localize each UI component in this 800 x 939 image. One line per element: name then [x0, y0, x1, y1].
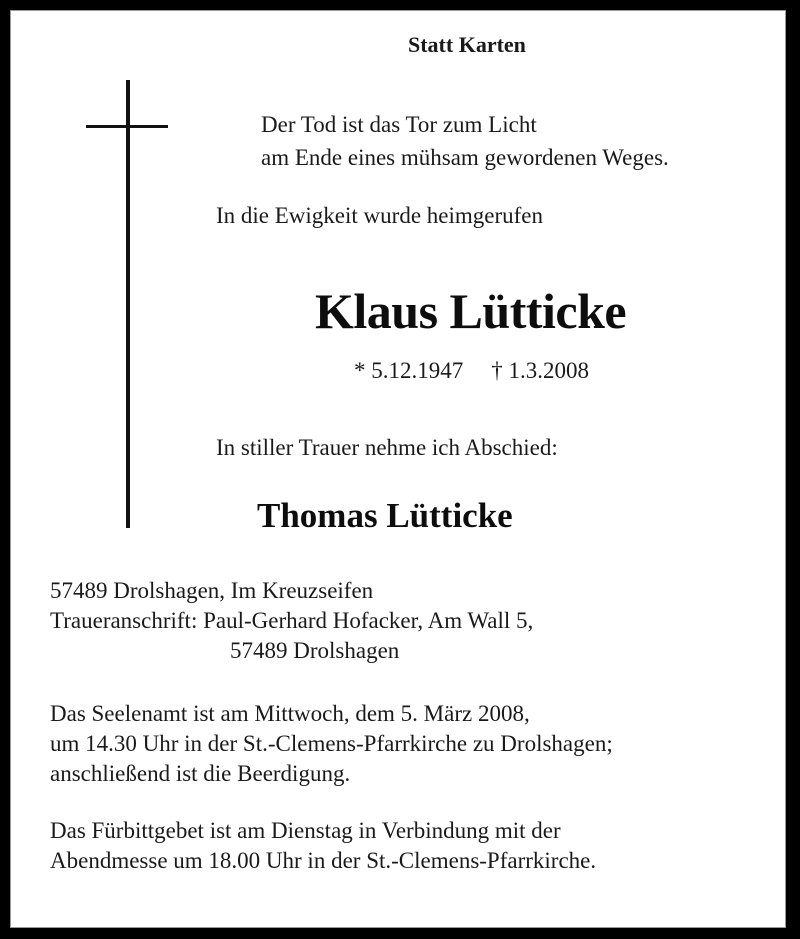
- requiem-line: Das Seelenamt ist am Mittwoch, dem 5. März 2008,: [50, 701, 530, 726]
- obituary-notice: [10, 10, 786, 928]
- life-dates: [354, 358, 589, 384]
- requiem-line: um 14.30 Uhr in der St.-Clemens-Pfarrkirche zu Drolshagen;: [50, 731, 613, 756]
- intercession-line: Abendmesse um 18.00 Uhr in der St.-Clemens-Pfarrkirche.: [50, 848, 597, 873]
- verse-line: Der Tod ist das Tor zum Licht: [261, 112, 537, 137]
- cross-icon-bar: [86, 125, 168, 128]
- mourning-line: In stiller Trauer nehme ich Abschied:: [216, 435, 558, 460]
- intercession-line: Das Fürbittgebet ist am Dienstag in Verbindung mit der: [50, 818, 561, 843]
- death-date: † 1.3.2008: [491, 358, 589, 383]
- condolence-city: 57489 Drolshagen: [230, 638, 400, 663]
- signer-name: Thomas Lütticke: [257, 496, 513, 535]
- condolence-address: Traueranschrift: Paul-Gerhard Hofacker, Am Wall 5,: [50, 608, 534, 633]
- verse: [261, 108, 669, 174]
- residence: 57489 Drolshagen, Im Kreuzseifen: [50, 578, 374, 603]
- requiem-line: anschließend ist die Beerdigung.: [50, 761, 351, 786]
- intro-line: In die Ewigkeit wurde heimgerufen: [216, 203, 543, 228]
- deceased-name: Klaus Lütticke: [315, 283, 627, 339]
- requiem-paragraph: [50, 699, 613, 789]
- verse-line: am Ende eines mühsam gewordenen Weges.: [261, 145, 669, 170]
- birth-date: * 5.12.1947: [354, 358, 464, 383]
- cross-icon: [126, 80, 130, 528]
- intercession-paragraph: [50, 816, 596, 876]
- notice-header: Statt Karten: [408, 32, 526, 57]
- address-block: [50, 576, 533, 666]
